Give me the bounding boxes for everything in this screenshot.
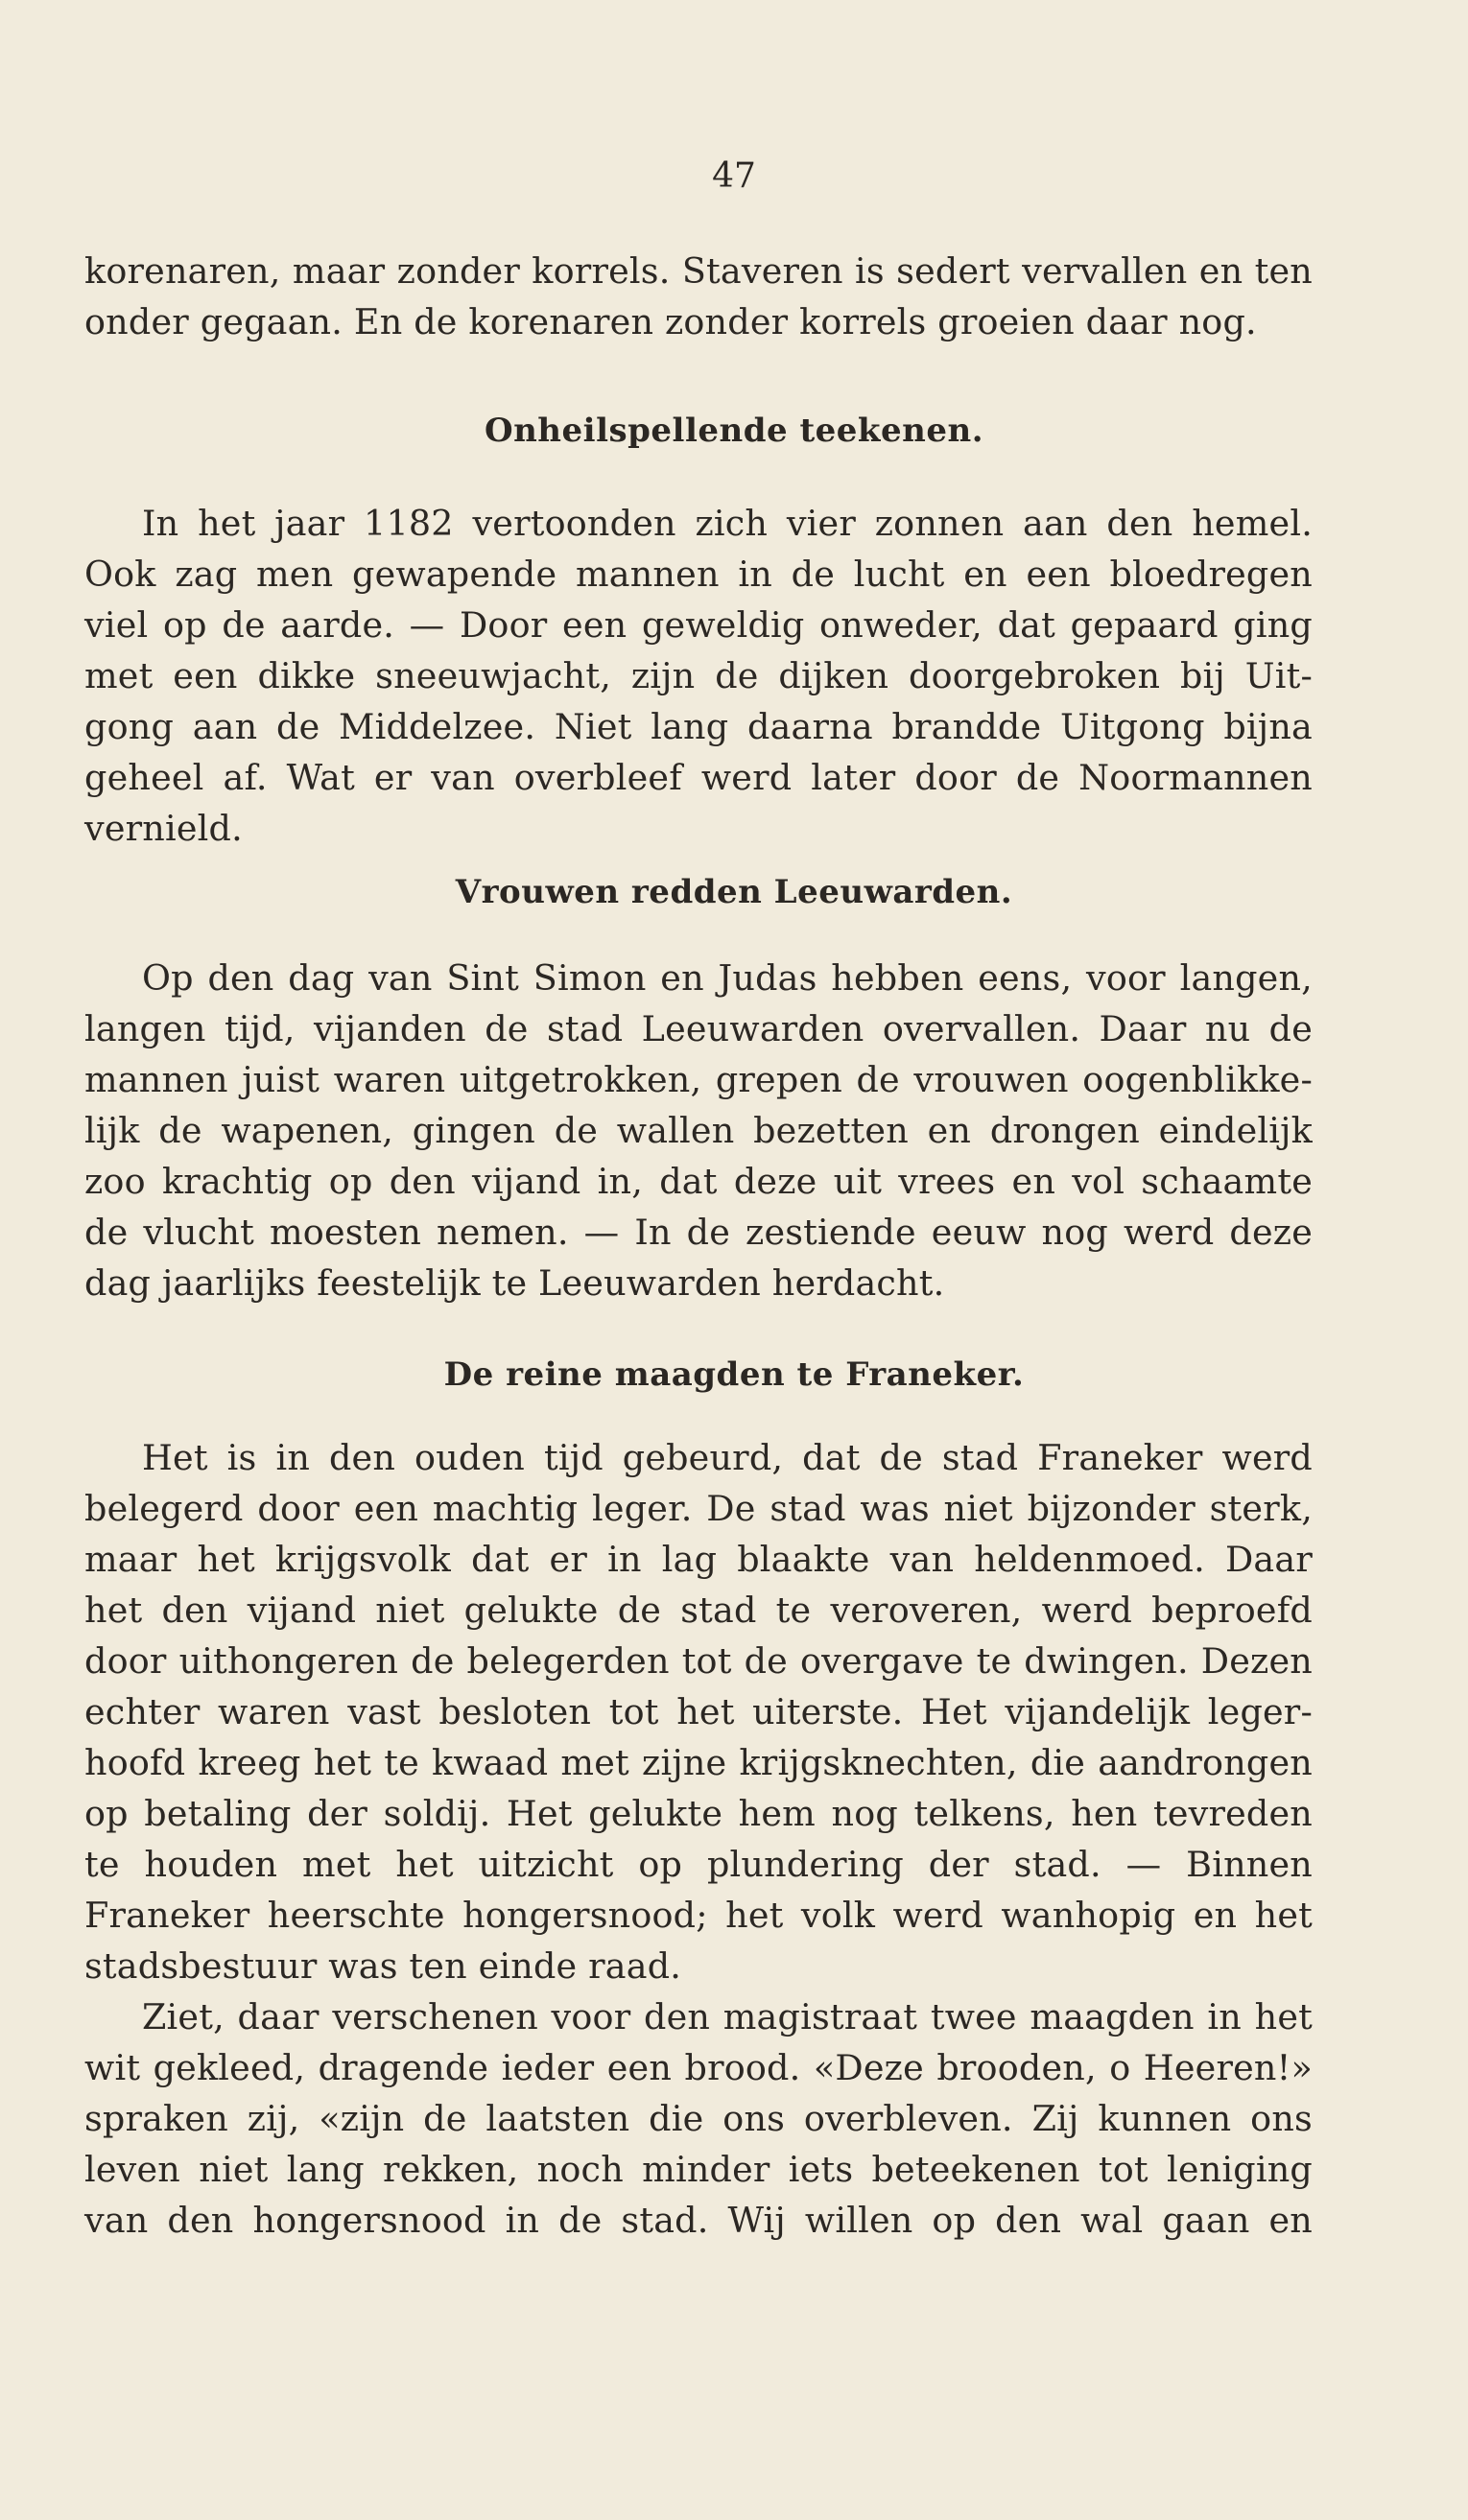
text-line: te houden met het uitzicht op plundering der stad. — Binnen	[84, 1844, 1313, 1885]
page-number: 47	[712, 156, 756, 196]
text-line: het den vijand niet gelukte de stad te veroveren, werd beproefd	[84, 1590, 1313, 1631]
text-line: de vlucht moesten nemen. — In de zestiende eeuw nog werd deze	[84, 1212, 1313, 1253]
section-heading: Onheilspellende teekenen.	[484, 412, 984, 450]
text-line: met een dikke sneeuwjacht, zijn de dijken doorgebroken bij Uit-	[84, 655, 1313, 696]
text-line: langen tijd, vijanden de stad Leeuwarden overvallen. Daar nu de	[84, 1008, 1313, 1049]
text-line: geheel af. Wat er van overbleef werd later door de Noormannen	[84, 757, 1313, 798]
text-line: door uithongeren de belegerden tot de overgave te dwingen. Dezen	[84, 1640, 1313, 1682]
text-line: hoofd kreeg het te kwaad met zijne krijgsknechten, die aandrongen	[84, 1742, 1313, 1783]
text-line: van den hongersnood in de stad. Wij willen op den wal gaan en	[84, 2200, 1313, 2241]
text-line: zoo krachtig op den vijand in, dat deze uit vrees en vol schaamte	[84, 1161, 1313, 1202]
text-line: Franeker heerschte hongersnood; het volk werd wanhopig en het	[84, 1895, 1313, 1936]
text-line: dag jaarlijks feestelijk te Leeuwarden herdacht.	[84, 1262, 945, 1304]
section-body	[84, 953, 1313, 1308]
section-body	[84, 498, 1313, 854]
text-line: viel op de aarde. — Door een geweldig onweder, dat gepaard ging	[84, 604, 1313, 646]
text-line: In het jaar 1182 vertoonden zich vier zonnen aan den hemel.	[142, 503, 1313, 544]
text-line: Op den dag van Sint Simon en Judas hebben eens, voor langen,	[142, 957, 1313, 999]
text-line: Ook zag men gewapende mannen in de lucht en een bloedregen	[84, 553, 1313, 595]
text-line: Ziet, daar verschenen voor den magistraat twee maagden in het	[142, 1996, 1313, 2037]
text-line: stadsbestuur was ten einde raad.	[84, 1945, 682, 1987]
text-line: gong aan de Middelzee. Niet lang daarna brandde Uitgong bijna	[84, 706, 1313, 747]
text-line: korenaren, maar zonder korrels. Staveren is sedert vervallen en ten	[84, 250, 1313, 292]
section-body	[84, 1432, 1313, 2246]
text-line: lijk de wapenen, gingen de wallen bezetten en drongen eindelijk	[84, 1110, 1313, 1151]
text-line: op betaling der soldij. Het gelukte hem nog telkens, hen tevreden	[84, 1793, 1313, 1834]
text-line: onder gegaan. En de korenaren zonder korrels groeien daar nog.	[84, 301, 1257, 342]
text-line: belegerd door een machtig leger. De stad was niet bijzonder sterk,	[84, 1488, 1313, 1529]
text-line: Het is in den ouden tijd gebeurd, dat de stad Franeker werd	[142, 1437, 1313, 1478]
section-heading: Vrouwen redden Leeuwarden.	[455, 873, 1013, 911]
text-line: vernield.	[84, 808, 243, 849]
text-line: maar het krijgsvolk dat er in lag blaakte van heldenmoed. Daar	[84, 1539, 1313, 1580]
paragraph-continuation	[84, 246, 1313, 347]
text-line: echter waren vast besloten tot het uiterste. Het vijandelijk leger-	[84, 1691, 1313, 1732]
text-line: spraken zij, «zijn de laatsten die ons overbleven. Zij kunnen ons	[84, 2098, 1313, 2139]
text-line: wit gekleed, dragende ieder een brood. «Deze brooden, o Heeren!»	[84, 2047, 1313, 2088]
text-line: leven niet lang rekken, noch minder iets beteekenen tot leniging	[84, 2149, 1313, 2190]
section-heading: De reine maagden te Franeker.	[443, 1355, 1025, 1394]
text-line: mannen juist waren uitgetrokken, grepen de vrouwen oogenblikke-	[84, 1059, 1313, 1100]
